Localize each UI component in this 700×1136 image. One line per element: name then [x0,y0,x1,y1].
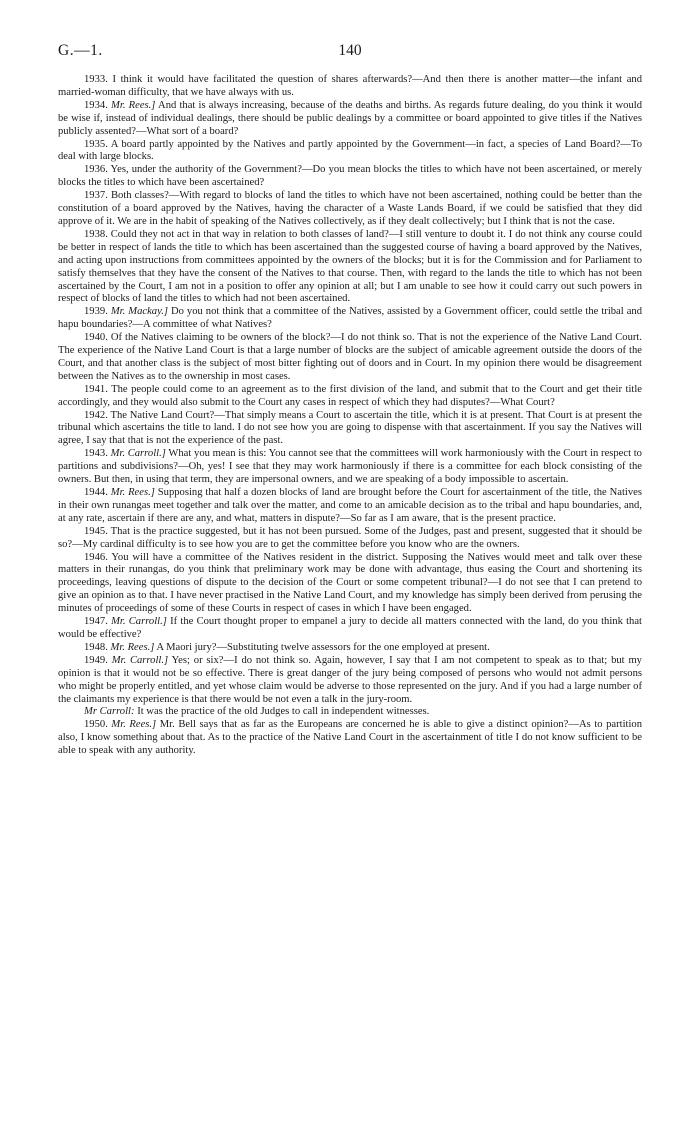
paragraph: 1944. Mr. Rees.] Supposing that half a dozen blocks of land are brought before the Court for ascertainment of the title, the Natives in their own runangas meet together and talk over the matter, and come to an amicable decision as to the tribal and hapu boundaries, and, at any rate, ascertain if there are any, and what, matters in dispute?—So far as I am aware, that is the present practice. [58,487,642,524]
paragraph: 1950. Mr. Rees.] Mr. Bell says that as far as the Europeans are concerned he is able to give a distinct opinion?—As to partition also, I know something about that. As to the practice of the Native Land Court in the ascertainment of title I do not know sufficient to be able to speak with any authority. [58,719,643,757]
speaker-name: Mr Carroll: [84,706,135,718]
paragraph: 1938. Could they not act in that way in relation to both classes of land?—I still venture to doubt it. I do not think any course could be better in respect of lands the title to which has been ascertained than the suggested course of having a board approved by the Natives, and acting upon instructions from committees appointed by the owners of the blocks; but it is for the Commission and for Parliament to satisfy themselves that they have the consent of the Natives to that course. Then, with regard to the lands the title to which has not been ascertained by the Court, I am not in a position to offer any opinion at all; but I am unable to see how it could carry out such powers in respect of blocks of land the titles to which had not been ascertained. [58,228,642,305]
paragraph: 1945. That is the practice suggested, but it has not been pursued. Some of the Judges, past and present, suggested that it should be so?—My cardinal difficulty is to see how you are to get the committee before you know who are the owners. [58,525,642,550]
speaker-name: Mr. Carroll.] [111,616,167,628]
paragraph: 1940. Of the Natives claiming to be owners of the block?—I do not think so. That is not the experience of the Native Land Court. The experience of the Native Land Court is that a large number of blocks are the subject of amicable agreement outside the doors of the Court, and that another class is the subject of most bitter fighting out of doors and in Court. In my opinion there would be disagreement between the Natives as to the ownership in most cases. [58,332,642,382]
page-number: 140 [338,42,362,59]
paragraph: 1943. Mr. Carroll.] What you mean is this: You cannot see that the committees will work harmoniously with the Court in respect to partitions and subdivisions?—Oh, yes! I see that they may work harmoniously if there is a committee for each block consisting of the owners. But then, in using that term, they are impersonal owners, and we are speaking of a body impossible to ascertain. [58,448,642,486]
paragraph: 1942. The Native Land Court?—That simply means a Court to ascertain the title, which it is at present. That Court is at present the tribunal which ascertains the title to land. I do not see how you are going to dispense with that ascertainment. If you say the Natives will agree, I say that that is not the experience of the past. [58,409,642,447]
paragraph: 1935. A board partly appointed by the Natives and partly appointed by the Government—in fact, a species of Land Board?—To deal with large blocks. [58,138,642,163]
paragraph: 1946. You will have a committee of the Natives resident in the district. Supposing the Natives would meet and talk over these matters in their runangas, do you think that preliminary work may be done with advantage, thus easing the Court and shortening its proceedings, leaving questions of dispute to the decision of the Court or some competent tribunal?—I do not see that I can pretend to give an opinion as to that. I have never practised in the Native Land Court, and my knowledge has simply been derived from perusing the minutes of proceedings of some of these Courts in respect of cases in which I have been engaged. [58,551,642,615]
paragraph: 1947. Mr. Carroll.] If the Court thought proper to empanel a jury to decide all matters connected with the land, do you think that would be effective? [58,616,642,640]
speaker-name: Mr. Carroll.] [110,448,166,460]
paragraph: 1948. Mr. Rees.] A Maori jury?—Substituting twelve assessors for the one employed at present. [84,641,490,653]
speaker-name: Mr. Rees.] [110,487,155,498]
speaker-name: Mr. Rees.] [110,641,155,653]
page-header [58,42,642,62]
speaker-name: Mr. Rees.] [111,719,157,731]
body-text [58,74,642,758]
paragraph: 1949. Mr. Carroll.] Yes; or six?—I do not think so. Again, however, I say that I am not competent to speak as to that; but my opinion is that it would not be so effective. There is great danger of the jury being composed of persons who would not admit persons who might be properly entitled, and yet whose claim would be adverse to those represented on the jury. And if you had a large number of the claimants my experience is that there would be not even a talk in the jury-room. [58,654,642,705]
speaker-name: Mr. Mackay.] [110,306,168,318]
paragraph: 1934. Mr. Rees.] And that is always increasing, because of the deaths and births. As regards future dealing, do you think it would be wise if, instead of individual dealings, there should be public dealings by a committee or board appointed to give titles if the Natives publicly assented?—What sort of a board? [58,99,642,137]
paragraph: Mr Carroll: It was the practice of the old Judges to call in independent witnesses. [84,706,430,718]
paragraph: 1937. Both classes?—With regard to blocks of land the titles to which have not been ascertained, nothing could be better than the constitution of a board approved by the Natives, having the character of a Waste Lands Board, if we could be satisfied that they did approve of it. We are in the habit of speaking of the Natives collectively, as if they dealt collectively; but I think that is not the case. [58,190,642,227]
paragraph: 1939. Mr. Mackay.] Do you not think that a committee of the Natives, assisted by a Government officer, could settle the tribal and hapu boundaries?—A committee of what Natives? [58,306,642,331]
speaker-name: Mr. Carroll.] [111,654,169,666]
paragraph: 1933. I think it would have facilitated the question of shares afterwards?—And then there is another matter—the infant and married-woman difficulty, that we have always with us. [58,74,642,98]
speaker-name: Mr. Rees.] [111,99,156,111]
paragraph: 1936. Yes, under the authority of the Government?—Do you mean blocks the titles to which have not been ascertained, or merely blocks the titles to which have been ascertained? [58,164,642,189]
series-code: G.—1. [58,42,103,59]
paragraph: 1941. The people could come to an agreement as to the first division of the land, and submit that to the Court and get their title accordingly, and they would also submit to the Court any cases in respect of which they had disputes?—What Court? [58,383,642,408]
